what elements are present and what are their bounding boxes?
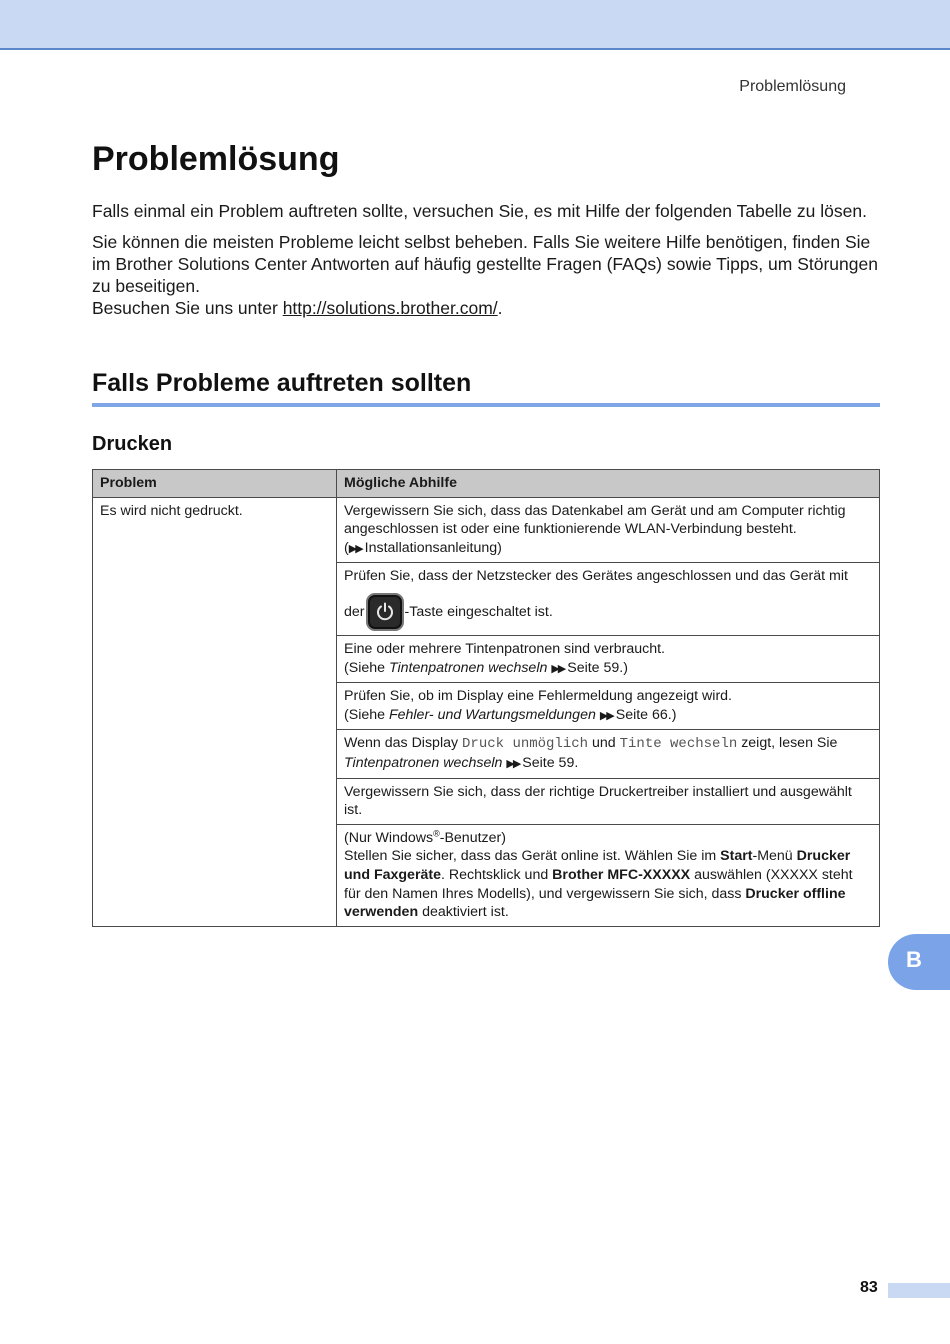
section-divider [92,403,880,407]
windows-only-note-suffix: -Benutzer) [439,829,506,846]
see-prefix: (Siehe [344,706,389,723]
menu-start: Start [720,848,753,865]
intro-paragraph-2 [92,231,882,319]
double-arrow-right-icon: ▶▶ [506,757,520,770]
double-arrow-right-icon: ▶▶ [599,709,613,722]
section-title: Falls Probleme auftreten sollten [92,369,472,397]
power-line [344,593,873,631]
windows-only-note: (Nur Windows [344,829,434,846]
reference-title: Tintenpatronen wechseln [344,754,503,771]
intro-text [92,200,882,328]
remedy-text-before-icon: der [344,603,365,620]
remedy-text: Prüfen Sie, ob im Display eine Fehlermeldung angezeigt wird. [344,688,732,705]
double-arrow-right-icon: ▶▶ [348,542,362,555]
paren-open: ( [344,539,349,556]
remedy-text-disabled: deaktiviert ist. [418,904,509,921]
remedy-cell-windows-online [337,824,880,926]
remedy-cell-driver: Vergewissern Sie sich, dass der richtige Druckertreiber installiert und ausgewählt ist. [337,778,880,824]
remedy-text-rightclick: . Rechtsklick und [440,866,553,883]
registered-mark: ® [433,827,440,838]
remedy-text: Vergewissern Sie sich, dass das Datenkabel am Gerät und am Computer richtig angeschlossen ist oder eine funktionierende WLAN-Verbindung besteht. [344,502,846,538]
intro-visit-suffix: . [497,298,503,318]
see-prefix: (Siehe [344,659,389,676]
remedy-text-after-icon: -Taste eingeschaltet ist. [404,603,553,620]
remedy-text: Prüfen Sie, dass der Netzstecker des Gerätes angeschlossen und das Gerät mit [344,568,848,585]
remedy-text-select: auswählen (XXXXX steht für den Namen Ihres Modells), und vergewissern Sie sich, dass [344,866,853,902]
table-row [93,497,880,563]
page-number: 83 [860,1279,878,1296]
chapter-tab [888,934,950,990]
power-button-icon [366,593,404,631]
menu-printers-and-faxes: Drucker und Faxgeräte [344,848,851,883]
solutions-center-link[interactable]: http://solutions.brother.com/ [282,298,498,318]
reference-title: Tintenpatronen wechseln [388,659,548,676]
double-arrow-right-icon: ▶▶ [551,662,565,675]
printer-model-name: Brother MFC-XXXXX [552,866,691,883]
remedy-cell-power [337,563,880,636]
reference-title: Fehler- und Wartungsmeldungen [388,706,596,723]
subsection-title: Drucken [92,433,173,455]
remedy-text-and: und [588,735,620,752]
remedy-cell-display-message [337,730,880,778]
intro-paragraph-2-text: Sie können die meisten Probleme leicht selbst beheben. Falls Sie weitere Hilfe benötigen, finden Sie im Brother Solutions Center Antworten auf häufig gestellte Fragen (FAQs) sowie Tipps, um Störungen zu beseitigen. [92,232,878,296]
remedy-text: Eine oder mehrere Tintenpatronen sind verbraucht. [344,640,665,657]
column-header-problem: Problem [93,470,337,498]
column-header-remedy: Mögliche Abhilfe [337,470,880,498]
remedy-text-menu: -Menü [752,848,797,865]
running-head: Problemlösung [739,78,846,95]
chapter-letter: B [906,947,922,972]
paren-close: ) [497,539,502,556]
remedy-text-suffix: zeigt, lesen Sie [737,735,838,752]
display-message-print-impossible: Druck unmöglich [462,736,589,753]
option-use-printer-offline: Drucker offline verwenden [344,885,846,921]
reference-page: Seite 59.) [567,659,628,676]
remedy-cell-error-message [337,683,880,730]
intro-paragraph-1: Falls einmal ein Problem auftreten sollte, versuchen Sie, es mit Hilfe der folgenden Tabelle zu lösen. [92,201,867,221]
reference-installation-guide: Installationsanleitung [364,539,498,556]
problem-cell: Es wird nicht gedruckt. [93,497,337,926]
table-header-row [93,470,880,498]
page-number-bar [888,1283,950,1298]
remedy-text: Wenn das Display [344,735,463,752]
remedy-cell-cable [337,497,880,563]
display-message-replace-ink: Tinte wechseln [619,736,738,753]
remedy-cell-ink-empty [337,635,880,682]
page-title: Problemlösung [92,140,340,178]
reference-page: Seite 66.) [615,706,677,723]
remedy-text: Stellen Sie sicher, dass das Gerät online ist. Wählen Sie im [344,848,721,865]
troubleshooting-table [92,469,880,927]
reference-page: Seite 59. [522,754,579,771]
intro-visit-prefix: Besuchen Sie uns unter [92,298,283,318]
top-color-band [0,0,950,50]
